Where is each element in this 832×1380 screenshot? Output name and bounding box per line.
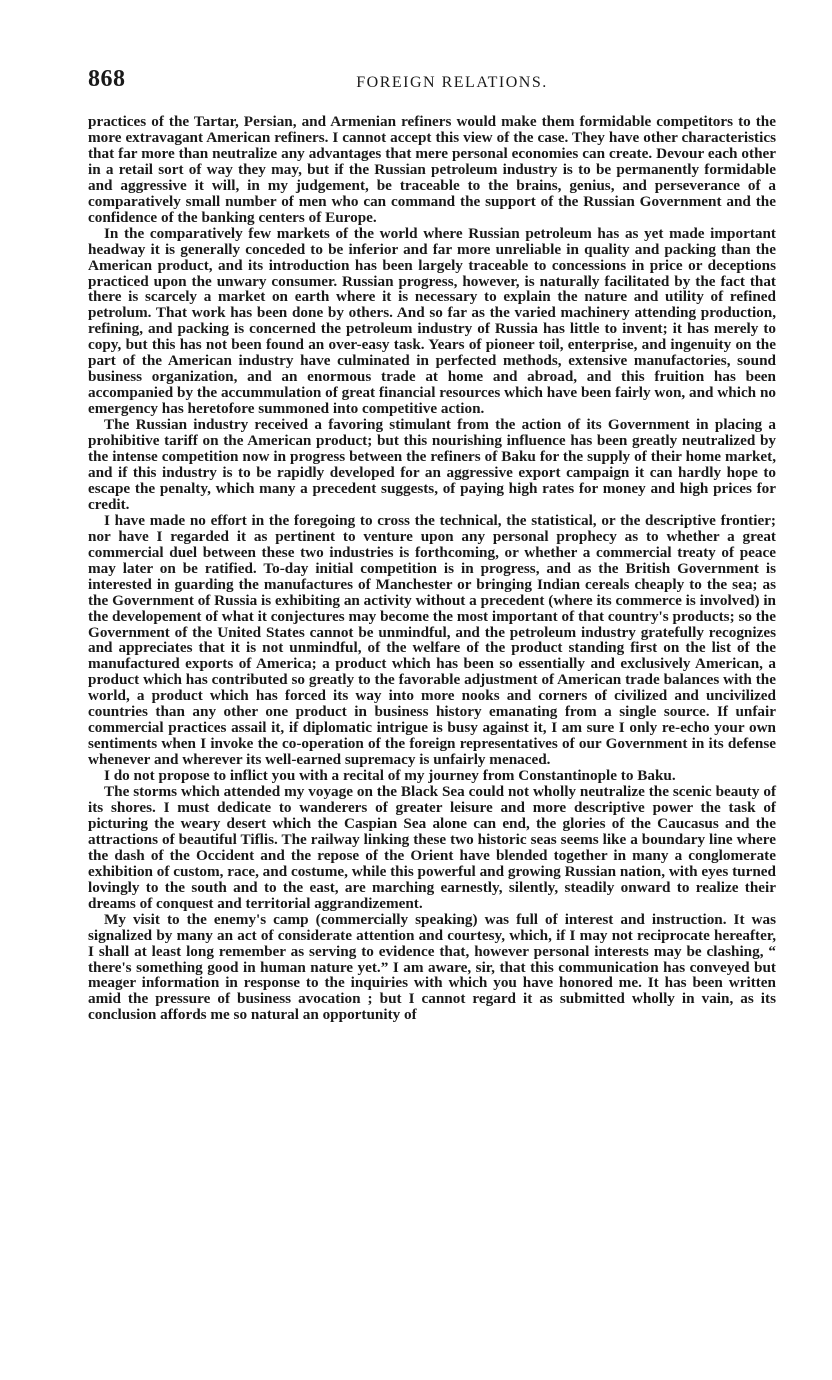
body-text — [88, 114, 776, 1023]
paragraph: In the comparatively few markets of the world where Russian petroleum has as yet made important headway it is generally conceded to be inferior and far more unreliable in quality and packing than the American product, and its introduction has been largely traceable to concessions in price or deceptions practiced upon the unwary consumer. Russian progress, however, is naturally facilitated by the fact that there is scarcely a market on earth where it is necessary to explain the nature and utility of refined petrolum. That work has been done by others. And so far as the varied machinery attending production, refining, and packing is concerned the petroleum industry of Russia has little to invent; it has merely to copy, but this has not been found an over-easy task. Years of pioneer toil, enterprise, and ingenuity on the part of the American industry have culminated in perfected methods, extensive manufactories, sound business organization, and an enormous trade at home and abroad, and this fruition has been accompanied by the accummulation of great financial resources which have been fairly won, and which no emergency has heretofore summoned into competitive action. — [88, 224, 776, 418]
paragraph: The Russian industry received a favoring stimulant from the action of its Government in placing a prohibitive tariff on the American product; but this nourishing influence has been greatly neutralized by the intense competition now in progress between the refiners of Baku for the supply of their home market, and if this industry is to be rapidly developed for an aggressive export campaign it can hardly hope to escape the penalty, which many a precedent suggests, of paying high rates for money and high prices for credit. — [88, 416, 776, 513]
paragraph: I do not propose to inflict you with a recital of my journey from Constantinople to Baku. — [104, 767, 676, 785]
paragraph: The storms which attended my voyage on the Black Sea could not wholly neutralize the scenic beauty of its shores. I must dedicate to wanderers of greater leisure and more descriptive power the task of picturing the weary desert which the Caspian Sea alone can end, the glories of the Caucasus and the attractions of beautiful Tiflis. The railway linking these two historic seas seems like a boundary line where the dash of the Occident and the repose of the Orient have blended together in many a conglomerate exhibition of custom, race, and costume, while this powerful and growing Russian nation, with eyes turned lovingly to the south and to the east, are marching earnestly, silently, steadily onward to realize their dreams of conquest and territorial aggrandizement. — [88, 783, 776, 912]
document-page — [88, 60, 776, 1023]
paragraph: My visit to the enemy's camp (commercially speaking) was full of interest and instruction. It was signalized by many an act of considerate attention and courtesy, which, if I may not reciprocate hereafter, I shall at least long remember as serving to evidence that, however personal interests may be clashing, “ there's something good in human nature yet.” I am aware, sir, that this communication has conveyed but meager information in response to the inquiries with which you have honored me. It has been written amid the pressure of business avocation ; but I cannot regard it as submitted wholly in vain, as its conclusion affords me so natural an opportunity of — [88, 910, 776, 1024]
page-number: 868 — [88, 66, 126, 92]
page-header — [88, 60, 776, 100]
paragraph: I have made no effort in the foregoing to cross the technical, the statistical, or the descriptive frontier; nor have I regarded it as pertinent to venture upon any personal prophecy as to whether a great commercial duel between these two industries is forthcoming, or whether a commercial treaty of peace may later on be ratified. To-day initial competition is in progress, and as the British Government is interested in guarding the manufactures of Manchester or bringing Indian cereals cheaply to the sea; as the Government of Russia is exhibiting an activity without a precedent (where its commerce is involved) in the developement of what it conjectures may become the most important of that country's products; so the Government of the United States cannot be unmindful, and the petroleum industry gratefully recognizes and appreciates that it is not unmindful, of the welfare of the product standing first on the list of the manufactured exports of America; a product which has been so essentially and exclusively American, a product which has contributed so greatly to the favorable adjustment of American trade balances with the world, a product which has forced its way into more nooks and corners of civilized and uncivilized countries than any other one product in business history emanating from a single source. If unfair commercial practices assail it, if diplomatic intrigue is busy against it, I am sure I only re-echo your own sentiments when I invoke the co-operation of the foreign representatives of our Government in its defense whenever and wherever its well-earned supremacy is unfairly menaced. — [88, 511, 776, 769]
running-head: FOREIGN RELATIONS. — [356, 74, 548, 91]
paragraph: practices of the Tartar, Persian, and Armenian refiners would make them formidable competitors to the more extravagant American refiners. I cannot accept this view of the case. They have other characteristics that far more than neutralize any advantages that mere personal economies can create. Devour each other in a retail sort of way they may, but if the Russian petroleum industry is to be permanently formidable and aggressive it will, in my judgement, be traceable to the brains, genius, and perseverance of a comparatively small number of men who can command the support of the Russian Government and the confidence of the banking centers of Europe. — [88, 113, 776, 226]
